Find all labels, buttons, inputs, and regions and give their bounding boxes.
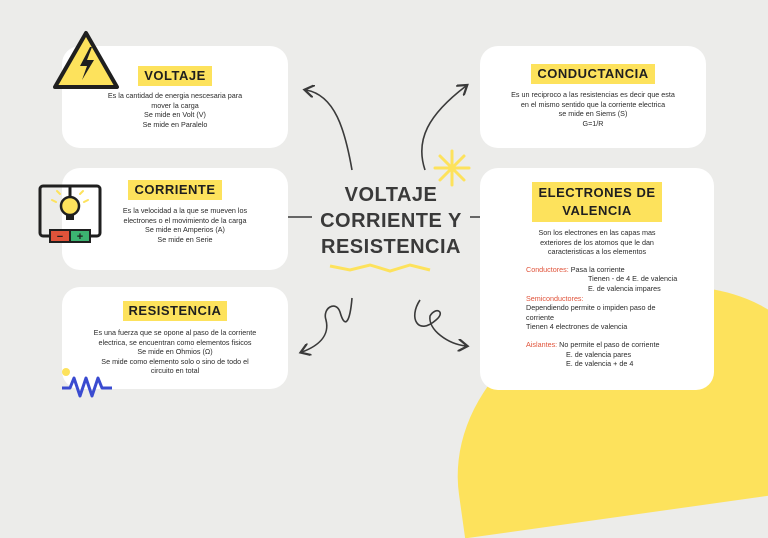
aislantes-row (526, 340, 714, 350)
voltaje-line: Es la cantidad de energia nescesaria para (107, 91, 243, 100)
central-title (303, 182, 479, 260)
semiconductores-label: Semiconductores: (526, 293, 584, 303)
arrow-to-electrones-bottom (415, 300, 466, 346)
resistencia-line: Se mide en Ohmios (Ω) (137, 347, 213, 357)
electrones-intro-line: exteriores de los atomos que le dan (540, 237, 654, 247)
electrones-title-line: ELECTRONES DE (538, 185, 656, 200)
conductancia-title: CONDUCTANCIA (531, 64, 654, 84)
resistencia-title: RESISTENCIA (123, 301, 228, 321)
resistor-icon (58, 362, 114, 398)
electrones-title-line: VALENCIA (562, 203, 632, 218)
resistencia-line: Se mide como elemento solo o sino de todo el (101, 356, 249, 366)
semiconductores-line: Dependiendo permite o impiden paso de (526, 303, 656, 313)
voltaje-title: VOLTAJE (138, 66, 212, 86)
electrones-title (532, 182, 661, 222)
conductores-text: Pasa la corriente (568, 264, 625, 274)
electrones-intro-line: Son los electrones en las capas mas (538, 228, 656, 237)
voltaje-description (62, 91, 288, 129)
conductancia-line: G=1/R (582, 118, 604, 128)
electrones-intro-line: caracteristicas a los elementos (547, 247, 647, 257)
conductancia-line: en el mismo sentido que la corriente electrica (520, 99, 666, 109)
corriente-line: Se mide en Amperios (A) (145, 225, 225, 235)
conductores-more: E. de valencia impares (588, 283, 661, 293)
conductancia-description (480, 90, 706, 128)
electrones-card (480, 168, 714, 390)
aislantes-text: No permite el paso de corriente (557, 339, 660, 349)
central-title-line: VOLTAJE (344, 184, 438, 206)
corriente-line: Es la velocidad a la que se mueven los (122, 206, 248, 215)
central-title-line: CORRIENTE Y (320, 210, 462, 232)
battery-minus-label: − (56, 231, 64, 243)
voltaje-line: mover la carga (151, 100, 199, 110)
lightbulb-circuit-icon (36, 182, 104, 246)
conductores-more: Tienen - de 4 E. de valencia (588, 274, 678, 284)
voltaje-line: Se mide en Volt (V) (144, 110, 206, 120)
battery-plus-label: + (76, 231, 84, 243)
aislantes-label: Aislantes: (526, 339, 558, 349)
resistencia-line: electrica, se encuentran como elementos fisicos (98, 337, 252, 347)
semiconductores-line: Tienen 4 electrones de valencia (526, 322, 628, 332)
conductores-row (526, 265, 714, 275)
resistencia-line: circuito en total (150, 366, 200, 376)
corriente-line: electrones o el movimiento de la carga (123, 215, 247, 225)
corriente-line: Se mide en Serie (157, 234, 213, 244)
arrow-to-voltaje (306, 90, 352, 170)
conductancia-line: Es un reciproco a las resistencias es decir que esta (511, 90, 675, 99)
arrow-to-resistencia (302, 298, 352, 352)
electrones-groups (526, 265, 714, 369)
resistencia-line: Es una fuerza que se opone al paso de la corriente (93, 328, 257, 337)
conductores-label: Conductores: (526, 264, 569, 274)
conductancia-line: se mide en Siems (S) (558, 109, 628, 119)
warning-high-voltage-icon (52, 30, 120, 90)
corriente-title: CORRIENTE (128, 180, 221, 200)
voltaje-line: Se mide en Paralelo (142, 119, 208, 129)
semiconductores-line: corriente (526, 312, 554, 322)
conductancia-card (480, 46, 706, 148)
central-title-line: RESISTENCIA (321, 236, 461, 258)
aislantes-more: E. de valencia + de 4 (566, 359, 634, 369)
electrones-intro (480, 228, 714, 257)
title-underline-squiggle (330, 265, 430, 271)
aislantes-more: E. de valencia pares (566, 349, 632, 359)
